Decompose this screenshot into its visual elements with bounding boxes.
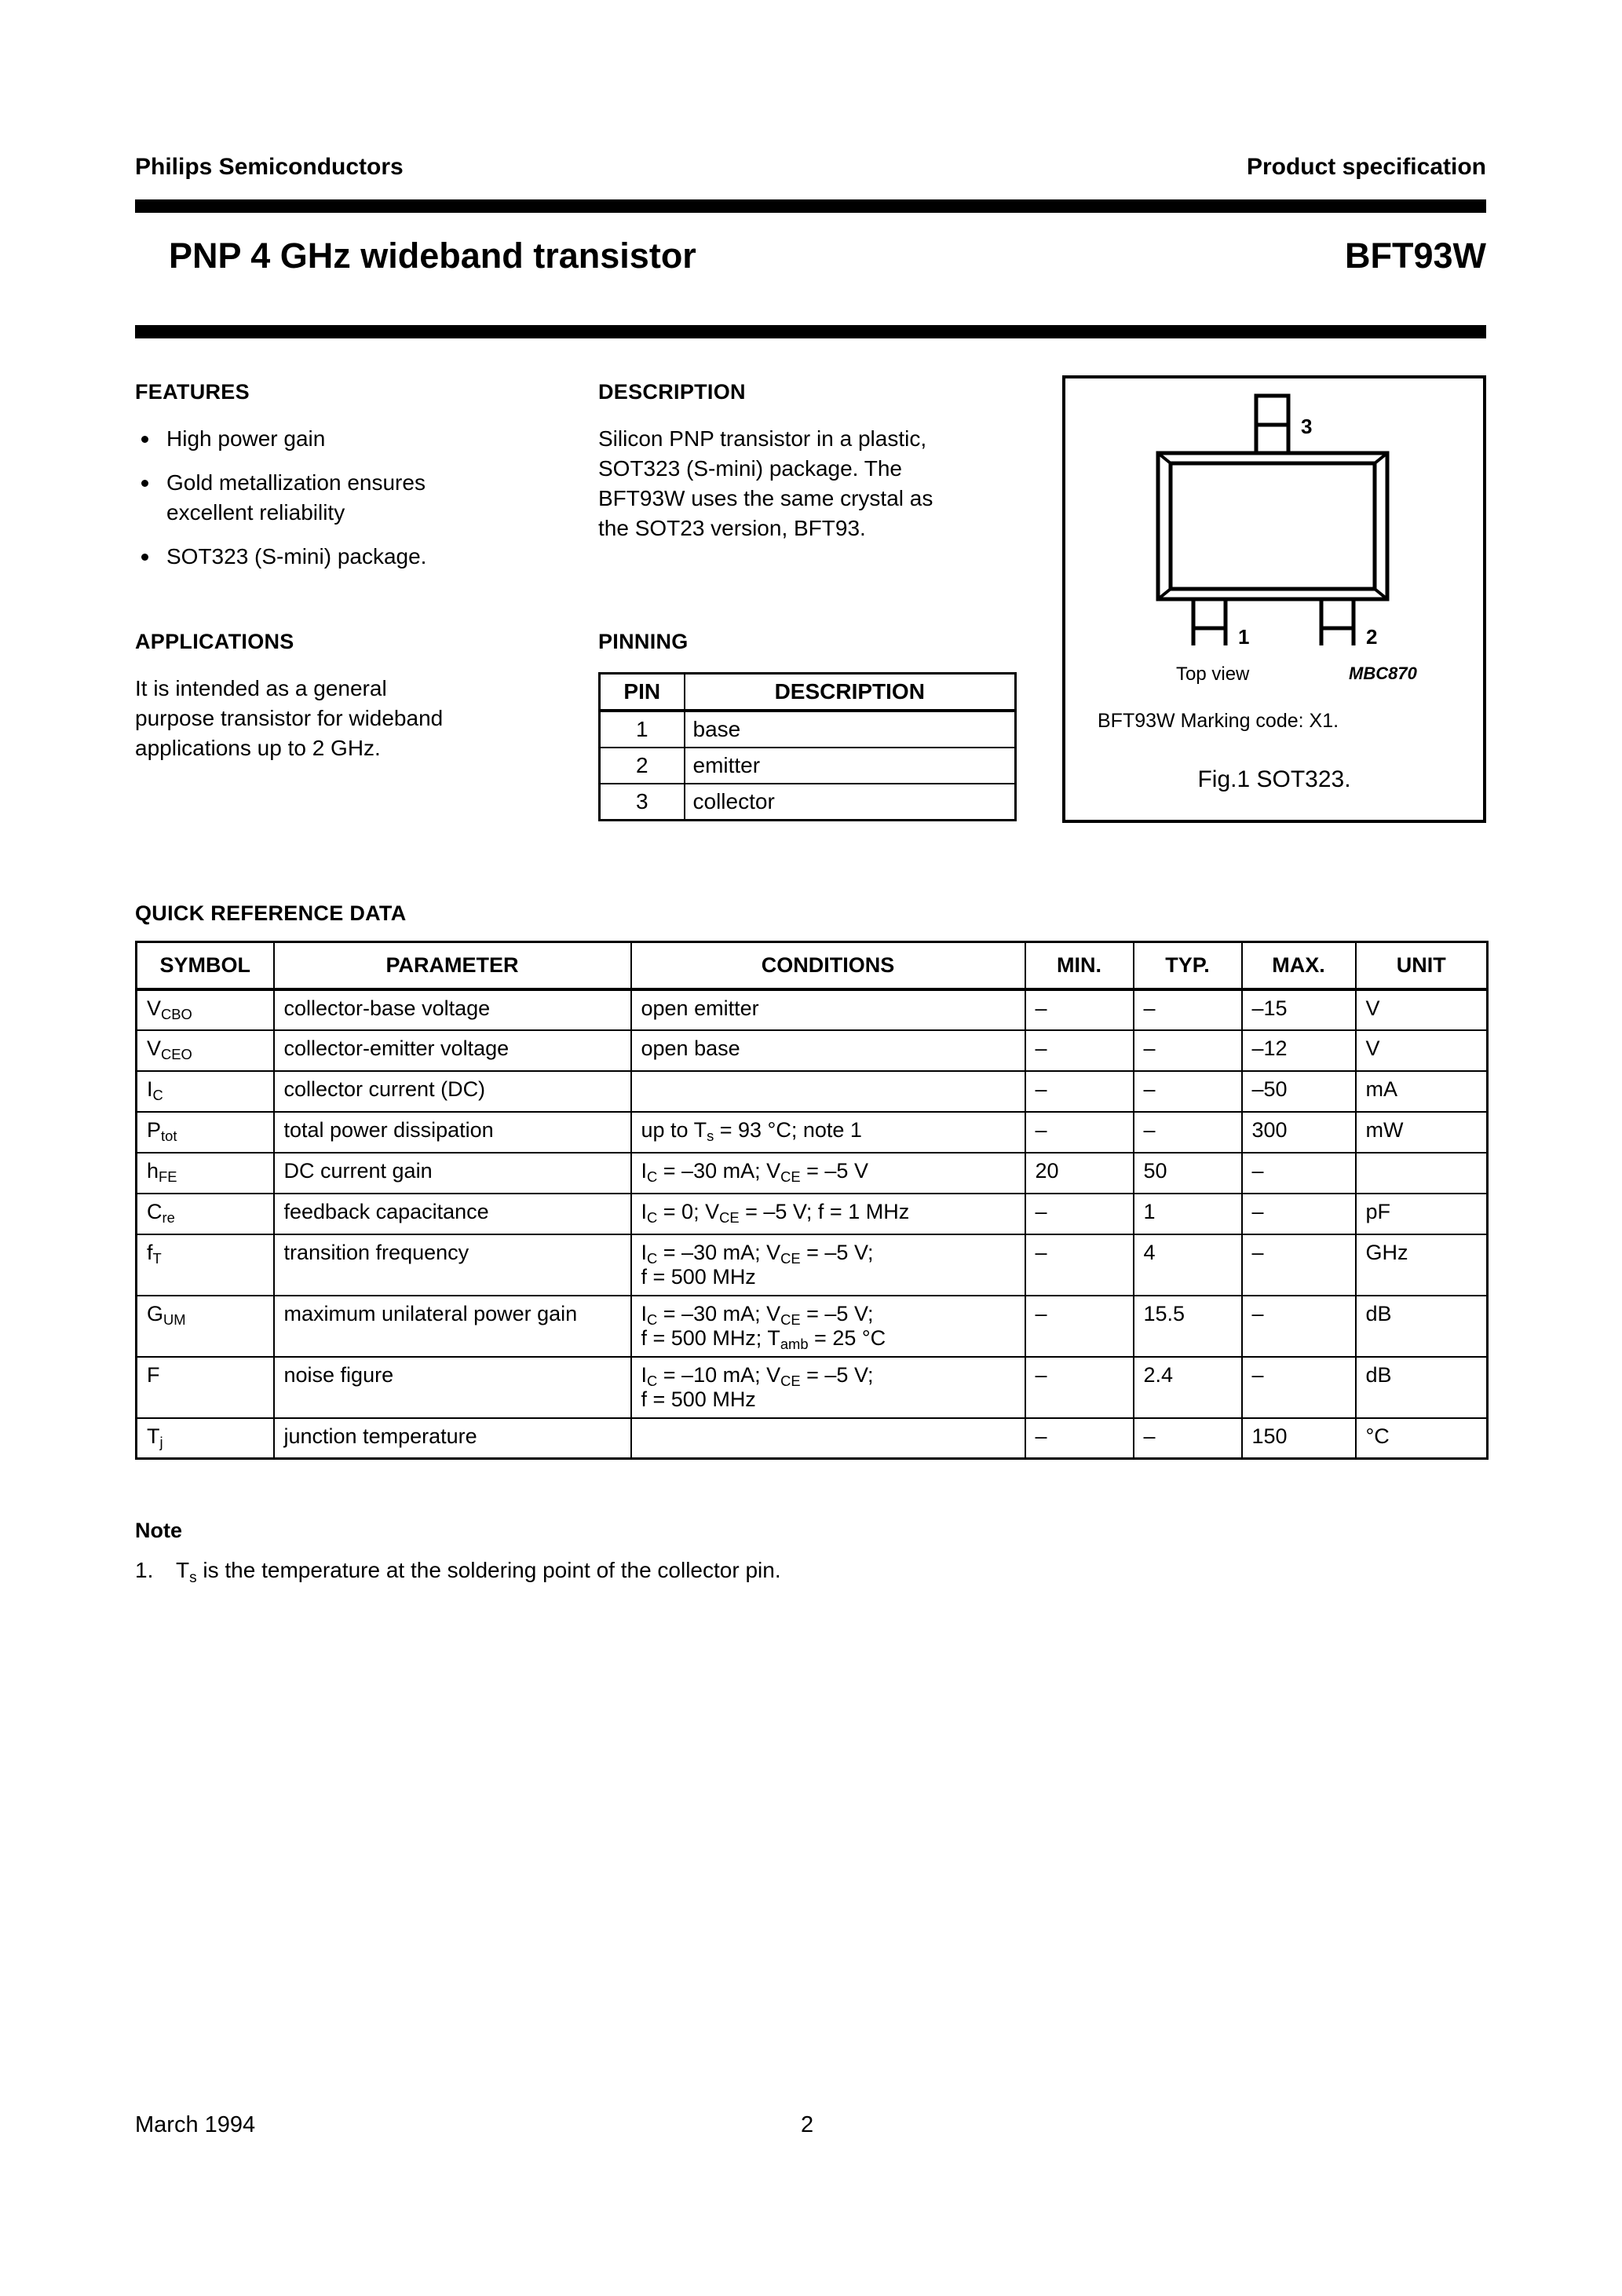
qrd-conditions-cell xyxy=(631,1194,1025,1234)
qrd-conditions-cell xyxy=(631,1112,1025,1153)
qrd-symbol-cell: $I_C$ xyxy=(137,1071,274,1112)
qrd-max-cell: – xyxy=(1242,1296,1356,1357)
pinning-col-pin: PIN xyxy=(600,674,685,711)
condition-line: $I_C = -30$ mA; $V_{CE} = -5$ V; xyxy=(641,1301,874,1329)
feature-label: SOT323 (S-mini) package. xyxy=(166,544,427,569)
table-row xyxy=(137,1194,1488,1234)
note-heading: Note xyxy=(135,1519,182,1542)
qrd-parameter-cell: noise figure xyxy=(274,1357,631,1418)
qrd-max-cell: – xyxy=(1242,1153,1356,1194)
qrd-max-cell: 300 xyxy=(1242,1112,1356,1153)
pinning-col-description: DESCRIPTION xyxy=(685,674,1016,711)
qrd-parameter-cell: collector-emitter voltage xyxy=(274,1030,631,1071)
qrd-symbol-cell: $V_{CEO}$ xyxy=(137,1030,274,1071)
pinning-table xyxy=(598,672,1017,821)
qrd-min-cell: 20 xyxy=(1025,1153,1134,1194)
table-row xyxy=(137,1153,1488,1194)
table-row xyxy=(137,1112,1488,1153)
qrd-conditions-cell xyxy=(631,1030,1025,1071)
bullet-icon xyxy=(141,436,148,443)
qrd-min-cell: – xyxy=(1025,989,1134,1030)
applications-text: It is intended as a general purpose transistor for wideband applications up to 2 GHz. xyxy=(135,676,444,760)
qrd-min-cell: – xyxy=(1025,1194,1134,1234)
qrd-col-max: MAX. xyxy=(1242,942,1356,989)
qrd-parameter-cell: feedback capacitance xyxy=(274,1194,631,1234)
table-row xyxy=(137,1296,1488,1357)
qrd-conditions-cell xyxy=(631,1153,1025,1194)
qrd-symbol-cell: $C_{re}$ xyxy=(137,1194,274,1234)
note-text: $T_s$ is the temperature at the soldering point of the collector pin. xyxy=(176,1558,781,1587)
qrd-unit-cell: mW xyxy=(1356,1112,1488,1153)
note-number: 1. xyxy=(135,1558,154,1582)
condition-line: open emitter xyxy=(641,996,759,1020)
qrd-unit-cell: mA xyxy=(1356,1071,1488,1112)
feature-item xyxy=(135,468,465,528)
package-figure xyxy=(1062,375,1486,823)
qrd-symbol-cell: F xyxy=(137,1357,274,1418)
qrd-symbol-cell: $G_{UM}$ xyxy=(137,1296,274,1357)
feature-item xyxy=(135,542,465,572)
qrd-max-cell: –50 xyxy=(1242,1071,1356,1112)
qrd-min-cell: – xyxy=(1025,1030,1134,1071)
bullet-icon xyxy=(141,554,148,561)
figure-marking-code: BFT93W Marking code: X1. xyxy=(1098,710,1339,732)
qrd-min-cell: – xyxy=(1025,1357,1134,1418)
feature-item xyxy=(135,424,465,454)
quick-reference-table xyxy=(135,941,1489,1460)
qrd-unit-cell xyxy=(1356,1153,1488,1194)
feature-label: High power gain xyxy=(166,426,326,451)
pin-number-cell: 3 xyxy=(600,784,685,821)
qrd-max-cell: – xyxy=(1242,1194,1356,1234)
qrd-header-row xyxy=(137,942,1488,989)
qrd-unit-cell: V xyxy=(1356,1030,1488,1071)
qrd-col-parameter: PARAMETER xyxy=(274,942,631,989)
qrd-min-cell: – xyxy=(1025,1071,1134,1112)
qrd-typ-cell: 15.5 xyxy=(1134,1296,1242,1357)
table-row xyxy=(137,1357,1488,1418)
features-heading: FEATURES xyxy=(135,380,250,404)
qrd-symbol-cell: $T_j$ xyxy=(137,1418,274,1459)
qrd-conditions-cell xyxy=(631,989,1025,1030)
qrd-col-min: MIN. xyxy=(1025,942,1134,989)
page-title: PNP 4 GHz wideband transistor xyxy=(169,236,696,276)
qrd-typ-cell: – xyxy=(1134,989,1242,1030)
qrd-col-typ: TYP. xyxy=(1134,942,1242,989)
lead-3-shape xyxy=(1256,396,1288,454)
company-name: Philips Semiconductors xyxy=(135,154,404,180)
qrd-typ-cell: – xyxy=(1134,1418,1242,1459)
pin-description-cell: emitter xyxy=(685,748,1016,784)
qrd-unit-cell: GHz xyxy=(1356,1234,1488,1296)
qrd-unit-cell: V xyxy=(1356,989,1488,1030)
footer-page-number: 2 xyxy=(801,2112,814,2137)
pinning-header-row xyxy=(600,674,1016,711)
pin-number-cell: 1 xyxy=(600,711,685,748)
condition-line: $I_C = -30$ mA; $V_{CE} = -5$ V; xyxy=(641,1240,874,1267)
header-rule-top xyxy=(135,199,1486,213)
qrd-typ-cell: 4 xyxy=(1134,1234,1242,1296)
description-heading: DESCRIPTION xyxy=(598,380,746,404)
condition-line: $I_C = -10$ mA; $V_{CE} = -5$ V; xyxy=(641,1362,874,1390)
qrd-typ-cell: 1 xyxy=(1134,1194,1242,1234)
pin-description-cell: base xyxy=(685,711,1016,748)
lead-2-shape xyxy=(1321,599,1353,645)
figure-topview-label: Top view xyxy=(1176,664,1250,685)
qrd-min-cell: – xyxy=(1025,1296,1134,1357)
qrd-typ-cell: 2.4 xyxy=(1134,1357,1242,1418)
lead-label-3: 3 xyxy=(1301,415,1313,438)
qrd-parameter-cell: total power dissipation xyxy=(274,1112,631,1153)
qrd-symbol-cell: $P_{tot}$ xyxy=(137,1112,274,1153)
qrd-col-symbol: SYMBOL xyxy=(137,942,274,989)
features-list xyxy=(135,424,465,586)
table-row xyxy=(600,784,1016,821)
pinning-heading: PINNING xyxy=(598,630,689,653)
qrd-unit-cell: °C xyxy=(1356,1418,1488,1459)
qrd-symbol-cell: $V_{CBO}$ xyxy=(137,989,274,1030)
table-row xyxy=(137,989,1488,1030)
lead-1-shape xyxy=(1193,599,1226,645)
qrd-typ-cell: – xyxy=(1134,1112,1242,1153)
part-number: BFT93W xyxy=(1345,236,1486,276)
footer-date: March 1994 xyxy=(135,2112,256,2137)
qrd-conditions-cell xyxy=(631,1071,1025,1112)
condition-line: f = 500 MHz xyxy=(641,1264,756,1289)
condition-line: up to $T_s = 93$ °C; note 1 xyxy=(641,1117,862,1145)
figure-caption: Fig.1 SOT323. xyxy=(1197,766,1351,792)
lead-label-1: 1 xyxy=(1238,625,1250,645)
condition-line: f = 500 MHz xyxy=(641,1387,756,1411)
qrd-max-cell: –15 xyxy=(1242,989,1356,1030)
description-text: Silicon PNP transistor in a plastic, SOT323 (S-mini) package. The BFT93W uses the same crystal as the SOT23 version, BFT93. xyxy=(598,426,933,540)
qrd-parameter-cell: junction temperature xyxy=(274,1418,631,1459)
table-row xyxy=(137,1234,1488,1296)
condition-line: $I_C = 0$; $V_{CE} = -5$ V; f = 1 MHz xyxy=(641,1199,910,1227)
note-item xyxy=(135,1558,781,1587)
quick-reference-heading: QUICK REFERENCE DATA xyxy=(135,901,407,925)
qrd-symbol-cell: $h_{FE}$ xyxy=(137,1153,274,1194)
qrd-min-cell: – xyxy=(1025,1112,1134,1153)
table-row xyxy=(137,1030,1488,1071)
figure-drawing-code: MBC870 xyxy=(1349,664,1417,683)
qrd-typ-cell: 50 xyxy=(1134,1153,1242,1194)
qrd-max-cell: 150 xyxy=(1242,1418,1356,1459)
package-drawing xyxy=(1065,378,1483,645)
qrd-conditions-cell xyxy=(631,1357,1025,1418)
qrd-symbol-cell: $f_T$ xyxy=(137,1234,274,1296)
pin-number-cell: 2 xyxy=(600,748,685,784)
qrd-parameter-cell: DC current gain xyxy=(274,1153,631,1194)
condition-line: $I_C = -30$ mA; $V_{CE} = -5$ V xyxy=(641,1158,868,1186)
qrd-min-cell: – xyxy=(1025,1418,1134,1459)
qrd-conditions-cell xyxy=(631,1296,1025,1357)
qrd-parameter-cell: maximum unilateral power gain xyxy=(274,1296,631,1357)
applications-heading: APPLICATIONS xyxy=(135,630,294,653)
qrd-parameter-cell: collector current (DC) xyxy=(274,1071,631,1112)
condition-line: f = 500 MHz; $T_{amb} = 25$ °C xyxy=(641,1325,886,1353)
qrd-conditions-cell xyxy=(631,1418,1025,1459)
qrd-parameter-cell: transition frequency xyxy=(274,1234,631,1296)
pin-description-cell: collector xyxy=(685,784,1016,821)
qrd-typ-cell: – xyxy=(1134,1071,1242,1112)
table-row xyxy=(137,1418,1488,1459)
feature-label: Gold metallization ensures excellent reliability xyxy=(166,470,426,525)
qrd-col-conditions: CONDITIONS xyxy=(631,942,1025,989)
qrd-unit-cell: dB xyxy=(1356,1296,1488,1357)
bullet-icon xyxy=(141,480,148,487)
document-class: Product specification xyxy=(1246,154,1486,180)
lead-label-2: 2 xyxy=(1366,625,1378,645)
qrd-unit-cell: pF xyxy=(1356,1194,1488,1234)
qrd-unit-cell: dB xyxy=(1356,1357,1488,1418)
table-row xyxy=(600,711,1016,748)
sot323-package-svg xyxy=(1065,378,1489,645)
qrd-parameter-cell: collector-base voltage xyxy=(274,989,631,1030)
qrd-typ-cell: – xyxy=(1134,1030,1242,1071)
qrd-max-cell: – xyxy=(1242,1357,1356,1418)
table-row xyxy=(137,1071,1488,1112)
header-rule-bottom xyxy=(135,325,1486,338)
qrd-max-cell: –12 xyxy=(1242,1030,1356,1071)
condition-line: open base xyxy=(641,1036,740,1060)
qrd-conditions-cell xyxy=(631,1234,1025,1296)
qrd-max-cell: – xyxy=(1242,1234,1356,1296)
qrd-col-unit: UNIT xyxy=(1356,942,1488,989)
table-row xyxy=(600,748,1016,784)
qrd-min-cell: – xyxy=(1025,1234,1134,1296)
